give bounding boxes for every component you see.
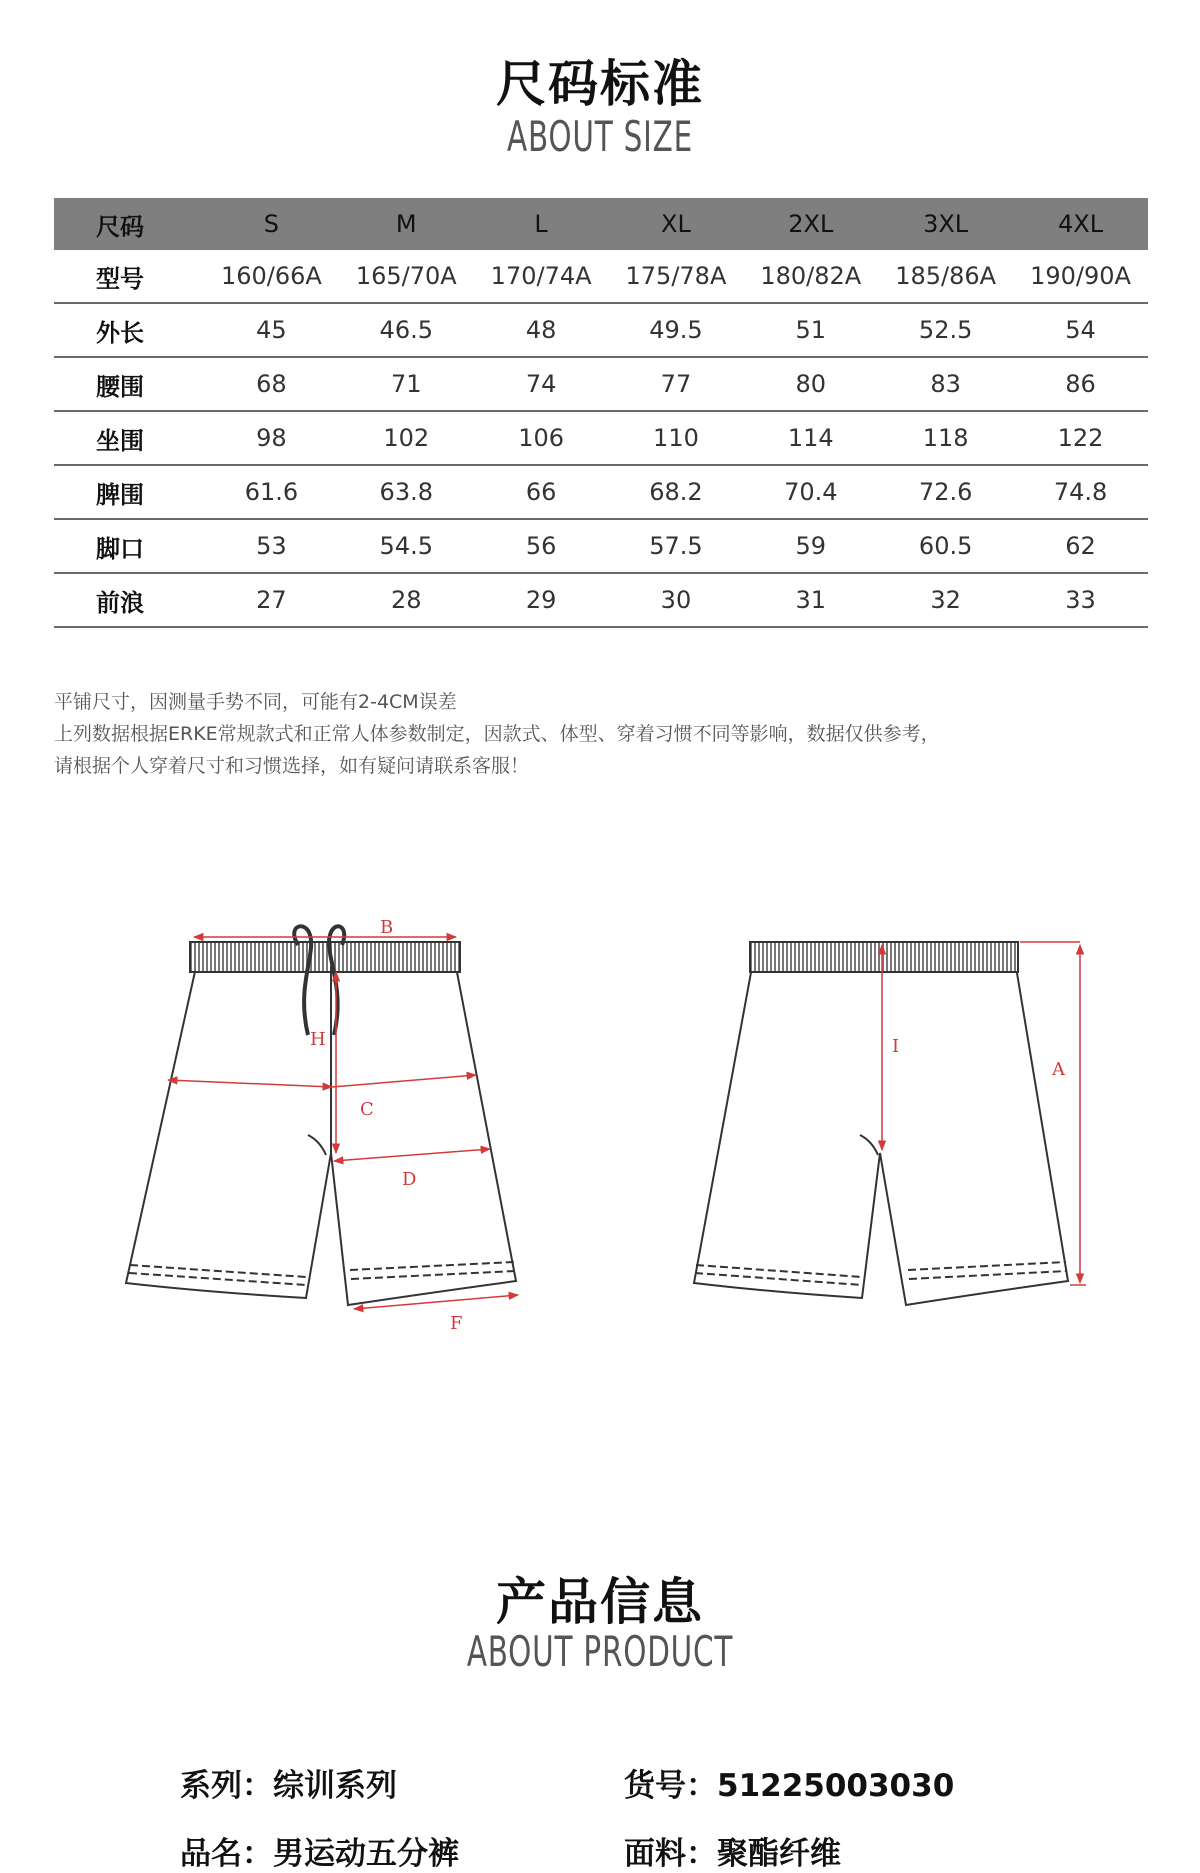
note-line: 上列数据根据ERKE常规款式和正常人体参数制定，因款式、体型、穿着习惯不同等影响，数据仅供参考， xyxy=(54,723,940,745)
label-b: B xyxy=(380,917,394,938)
size-section-subtitle: ABOUT SIZE xyxy=(507,112,693,161)
size-cell: 180/82A xyxy=(743,250,878,303)
size-row-label: 坐围 xyxy=(54,411,204,465)
size-section-title: 尺码标准 xyxy=(496,55,704,113)
size-header-cell: 4XL xyxy=(1013,198,1148,250)
label-d: D xyxy=(402,1169,417,1190)
size-cell: 114 xyxy=(743,411,878,465)
size-cell: 77 xyxy=(609,357,744,411)
back-shorts xyxy=(694,942,1068,1305)
size-cell: 32 xyxy=(878,573,1013,627)
size-cell: 86 xyxy=(1013,357,1148,411)
size-cell: 160/66A xyxy=(204,250,339,303)
size-cell: 83 xyxy=(878,357,1013,411)
size-cell: 56 xyxy=(474,519,609,573)
size-row-label: 脚口 xyxy=(54,519,204,573)
size-cell: 66 xyxy=(474,465,609,519)
size-cell: 71 xyxy=(339,357,474,411)
size-row-label: 腰围 xyxy=(54,357,204,411)
size-cell: 48 xyxy=(474,303,609,357)
label-i: I xyxy=(892,1036,900,1057)
size-cell: 185/86A xyxy=(878,250,1013,303)
note-line: 请根据个人穿着尺寸和习惯选择，如有疑问请联系客服！ xyxy=(54,755,530,777)
size-cell: 63.8 xyxy=(339,465,474,519)
product-section-title: 产品信息 xyxy=(496,1573,704,1631)
note-line: 平铺尺寸，因测量手势不同，可能有2-4CM误差 xyxy=(54,691,457,713)
size-row xyxy=(54,250,1148,303)
product-item-number: 货号：51225003030 xyxy=(624,1768,955,1804)
size-cell: 51 xyxy=(743,303,878,357)
size-cell: 106 xyxy=(474,411,609,465)
product-material: 面料：聚酯纤维 xyxy=(624,1836,841,1872)
size-cell: 118 xyxy=(878,411,1013,465)
size-cell: 27 xyxy=(204,573,339,627)
size-cell: 29 xyxy=(474,573,609,627)
size-cell: 102 xyxy=(339,411,474,465)
size-header-cell: XL xyxy=(609,198,744,250)
size-row xyxy=(54,519,1148,573)
size-cell: 52.5 xyxy=(878,303,1013,357)
label-c: C xyxy=(360,1099,374,1120)
label-a: A xyxy=(1052,1059,1065,1080)
size-row xyxy=(54,357,1148,411)
label-h: H xyxy=(310,1029,326,1050)
size-cell: 54.5 xyxy=(339,519,474,573)
size-header-label: 尺码 xyxy=(54,198,204,250)
size-row xyxy=(54,465,1148,519)
size-cell: 31 xyxy=(743,573,878,627)
size-row-label: 脾围 xyxy=(54,465,204,519)
size-cell: 175/78A xyxy=(609,250,744,303)
size-row-label: 前浪 xyxy=(54,573,204,627)
size-header-cell: M xyxy=(339,198,474,250)
size-cell: 62 xyxy=(1013,519,1148,573)
size-cell: 70.4 xyxy=(743,465,878,519)
size-cell: 170/74A xyxy=(474,250,609,303)
size-cell: 190/90A xyxy=(1013,250,1148,303)
label-f: F xyxy=(450,1313,463,1334)
size-cell: 74 xyxy=(474,357,609,411)
size-cell: 74.8 xyxy=(1013,465,1148,519)
size-cell: 57.5 xyxy=(609,519,744,573)
product-series: 系列：综训系列 xyxy=(180,1768,397,1804)
shorts-measurement-diagram xyxy=(110,915,1100,1335)
size-header-cell: S xyxy=(204,198,339,250)
size-table xyxy=(54,198,1148,628)
size-row xyxy=(54,573,1148,627)
size-cell: 60.5 xyxy=(878,519,1013,573)
size-row xyxy=(54,411,1148,465)
size-cell: 80 xyxy=(743,357,878,411)
front-shorts xyxy=(126,926,516,1305)
size-row-label: 外长 xyxy=(54,303,204,357)
size-cell: 72.6 xyxy=(878,465,1013,519)
size-row xyxy=(54,303,1148,357)
size-header-cell: L xyxy=(474,198,609,250)
size-cell: 110 xyxy=(609,411,744,465)
size-header-cell: 3XL xyxy=(878,198,1013,250)
product-name: 品名：男运动五分裤 xyxy=(180,1836,459,1872)
size-notes xyxy=(54,686,940,782)
size-cell: 49.5 xyxy=(609,303,744,357)
size-cell: 45 xyxy=(204,303,339,357)
size-cell: 165/70A xyxy=(339,250,474,303)
size-header-row xyxy=(54,198,1148,250)
product-section-subtitle: ABOUT PRODUCT xyxy=(466,1627,734,1676)
size-cell: 59 xyxy=(743,519,878,573)
size-cell: 98 xyxy=(204,411,339,465)
size-cell: 28 xyxy=(339,573,474,627)
size-cell: 122 xyxy=(1013,411,1148,465)
size-row-label: 型号 xyxy=(54,250,204,303)
size-cell: 68.2 xyxy=(609,465,744,519)
size-cell: 54 xyxy=(1013,303,1148,357)
size-cell: 68 xyxy=(204,357,339,411)
size-cell: 46.5 xyxy=(339,303,474,357)
size-header-cell: 2XL xyxy=(743,198,878,250)
size-cell: 33 xyxy=(1013,573,1148,627)
size-cell: 53 xyxy=(204,519,339,573)
size-cell: 30 xyxy=(609,573,744,627)
size-cell: 61.6 xyxy=(204,465,339,519)
